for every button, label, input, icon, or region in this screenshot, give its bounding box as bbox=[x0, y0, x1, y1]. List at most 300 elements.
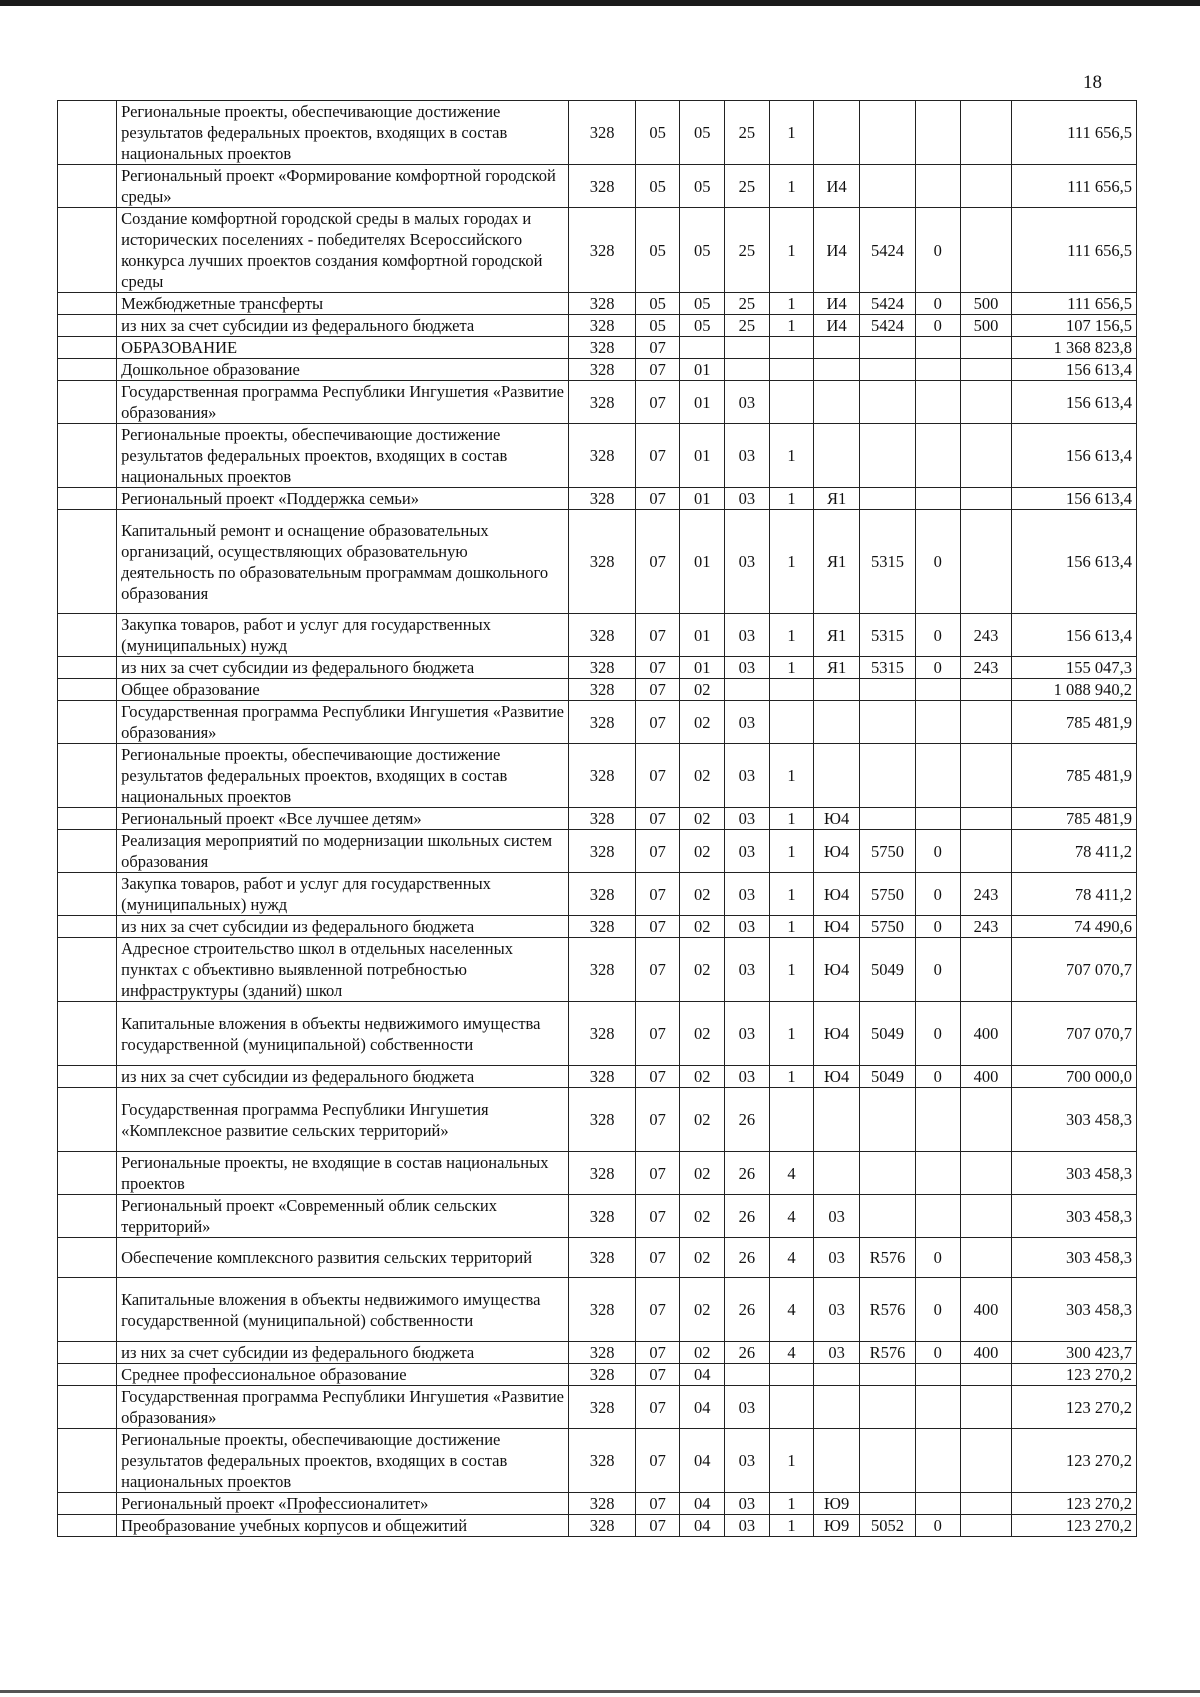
amount-cell: 303 458,3 bbox=[1012, 1152, 1137, 1195]
amount-cell: 111 656,5 bbox=[1012, 293, 1137, 315]
extra-code-cell: 0 bbox=[915, 1002, 960, 1066]
project-code-cell: Я1 bbox=[814, 510, 860, 614]
type-code-cell: 1 bbox=[769, 510, 814, 614]
direction-code-cell bbox=[859, 1088, 915, 1152]
subsection-code-cell: 01 bbox=[680, 510, 725, 614]
table-row bbox=[58, 488, 1137, 510]
amount-cell: 74 490,6 bbox=[1012, 916, 1137, 938]
extra-code-cell: 0 bbox=[915, 830, 960, 873]
project-code-cell bbox=[814, 1429, 860, 1493]
table-row bbox=[58, 744, 1137, 808]
direction-code-cell: 5750 bbox=[859, 873, 915, 916]
project-code-cell bbox=[814, 359, 860, 381]
type-code-cell bbox=[769, 1386, 814, 1429]
project-code-cell bbox=[814, 1152, 860, 1195]
project-code-cell: Ю4 bbox=[814, 916, 860, 938]
table-row bbox=[58, 1088, 1137, 1152]
ministry-code-cell: 328 bbox=[569, 808, 635, 830]
direction-code-cell bbox=[859, 337, 915, 359]
row-name-cell: Дошкольное образование bbox=[117, 359, 569, 381]
direction-code-cell: 5315 bbox=[859, 657, 915, 679]
project-code-cell: 03 bbox=[814, 1278, 860, 1342]
amount-cell: 700 000,0 bbox=[1012, 1066, 1137, 1088]
table-row bbox=[58, 337, 1137, 359]
ministry-code-cell: 328 bbox=[569, 1493, 635, 1515]
amount-cell: 785 481,9 bbox=[1012, 744, 1137, 808]
direction-code-cell bbox=[859, 808, 915, 830]
expense-type-code-cell bbox=[960, 938, 1012, 1002]
table-row bbox=[58, 1238, 1137, 1278]
expense-type-code-cell: 400 bbox=[960, 1278, 1012, 1342]
row-name-cell: Адресное строительство школ в отдельных населенных пунктах с объективно выявленной потребностью инфраструктуры (зданий) школ bbox=[117, 938, 569, 1002]
expense-type-code-cell bbox=[960, 1515, 1012, 1537]
amount-cell: 78 411,2 bbox=[1012, 830, 1137, 873]
program-code-cell: 03 bbox=[725, 381, 770, 424]
row-number-cell bbox=[58, 614, 117, 657]
row-number-cell bbox=[58, 1066, 117, 1088]
section-code-cell: 07 bbox=[635, 1088, 680, 1152]
project-code-cell: Я1 bbox=[814, 488, 860, 510]
extra-code-cell: 0 bbox=[915, 1238, 960, 1278]
ministry-code-cell: 328 bbox=[569, 1429, 635, 1493]
table-row bbox=[58, 938, 1137, 1002]
row-name-cell: Государственная программа Республики Ингушетия «Комплексное развитие сельских территорий» bbox=[117, 1088, 569, 1152]
section-code-cell: 07 bbox=[635, 916, 680, 938]
table-row bbox=[58, 1364, 1137, 1386]
program-code-cell: 03 bbox=[725, 424, 770, 488]
row-number-cell bbox=[58, 679, 117, 701]
amount-cell: 123 270,2 bbox=[1012, 1515, 1137, 1537]
ministry-code-cell: 328 bbox=[569, 208, 635, 293]
amount-cell: 303 458,3 bbox=[1012, 1278, 1137, 1342]
row-name-cell: Капитальный ремонт и оснащение образовательных организаций, осуществляющих образовательную деятельность по образовательным программам дошкольного образования bbox=[117, 510, 569, 614]
expense-type-code-cell: 500 bbox=[960, 315, 1012, 337]
subsection-code-cell: 02 bbox=[680, 679, 725, 701]
row-number-cell bbox=[58, 101, 117, 165]
project-code-cell: И4 bbox=[814, 165, 860, 208]
expense-type-code-cell bbox=[960, 381, 1012, 424]
scan-bottom-edge bbox=[0, 1690, 1200, 1693]
direction-code-cell: 5049 bbox=[859, 938, 915, 1002]
type-code-cell bbox=[769, 381, 814, 424]
ministry-code-cell: 328 bbox=[569, 1066, 635, 1088]
project-code-cell: Ю4 bbox=[814, 1066, 860, 1088]
subsection-code-cell: 04 bbox=[680, 1386, 725, 1429]
expense-type-code-cell bbox=[960, 830, 1012, 873]
program-code-cell: 03 bbox=[725, 1066, 770, 1088]
expense-type-code-cell bbox=[960, 510, 1012, 614]
project-code-cell bbox=[814, 679, 860, 701]
section-code-cell: 07 bbox=[635, 1515, 680, 1537]
amount-cell: 156 613,4 bbox=[1012, 359, 1137, 381]
expense-type-code-cell bbox=[960, 701, 1012, 744]
program-code-cell: 03 bbox=[725, 1002, 770, 1066]
expense-type-code-cell bbox=[960, 1493, 1012, 1515]
program-code-cell: 03 bbox=[725, 657, 770, 679]
type-code-cell bbox=[769, 337, 814, 359]
subsection-code-cell: 01 bbox=[680, 359, 725, 381]
project-code-cell: 03 bbox=[814, 1238, 860, 1278]
project-code-cell: И4 bbox=[814, 208, 860, 293]
row-name-cell: из них за счет субсидии из федерального бюджета bbox=[117, 657, 569, 679]
table-row bbox=[58, 679, 1137, 701]
row-name-cell: Региональный проект «Формирование комфортной городской среды» bbox=[117, 165, 569, 208]
subsection-code-cell: 02 bbox=[680, 1066, 725, 1088]
expense-type-code-cell bbox=[960, 165, 1012, 208]
subsection-code-cell: 01 bbox=[680, 614, 725, 657]
row-name-cell: Обеспечение комплексного развития сельских территорий bbox=[117, 1238, 569, 1278]
table-row bbox=[58, 1342, 1137, 1364]
row-name-cell: Региональный проект «Поддержка семьи» bbox=[117, 488, 569, 510]
subsection-code-cell: 02 bbox=[680, 1002, 725, 1066]
direction-code-cell bbox=[859, 1364, 915, 1386]
extra-code-cell bbox=[915, 101, 960, 165]
table-row bbox=[58, 208, 1137, 293]
ministry-code-cell: 328 bbox=[569, 916, 635, 938]
program-code-cell: 03 bbox=[725, 830, 770, 873]
row-number-cell bbox=[58, 293, 117, 315]
expense-type-code-cell bbox=[960, 337, 1012, 359]
expense-type-code-cell: 400 bbox=[960, 1066, 1012, 1088]
extra-code-cell bbox=[915, 1493, 960, 1515]
row-number-cell bbox=[58, 337, 117, 359]
row-number-cell bbox=[58, 701, 117, 744]
program-code-cell: 26 bbox=[725, 1088, 770, 1152]
project-code-cell: Ю9 bbox=[814, 1493, 860, 1515]
type-code-cell: 1 bbox=[769, 744, 814, 808]
table-row bbox=[58, 1002, 1137, 1066]
amount-cell: 156 613,4 bbox=[1012, 424, 1137, 488]
table-row bbox=[58, 165, 1137, 208]
subsection-code-cell: 01 bbox=[680, 424, 725, 488]
project-code-cell: Ю4 bbox=[814, 938, 860, 1002]
row-name-cell: Региональный проект «Современный облик сельских территорий» bbox=[117, 1195, 569, 1238]
program-code-cell: 03 bbox=[725, 1515, 770, 1537]
table-row bbox=[58, 381, 1137, 424]
ministry-code-cell: 328 bbox=[569, 1278, 635, 1342]
row-name-cell: Межбюджетные трансферты bbox=[117, 293, 569, 315]
program-code-cell: 25 bbox=[725, 293, 770, 315]
table-row bbox=[58, 510, 1137, 614]
subsection-code-cell: 02 bbox=[680, 808, 725, 830]
extra-code-cell: 0 bbox=[915, 657, 960, 679]
expense-type-code-cell bbox=[960, 1152, 1012, 1195]
type-code-cell bbox=[769, 701, 814, 744]
direction-code-cell: R576 bbox=[859, 1278, 915, 1342]
row-name-cell: Реализация мероприятий по модернизации школьных систем образования bbox=[117, 830, 569, 873]
section-code-cell: 07 bbox=[635, 1429, 680, 1493]
project-code-cell bbox=[814, 744, 860, 808]
type-code-cell: 1 bbox=[769, 808, 814, 830]
ministry-code-cell: 328 bbox=[569, 657, 635, 679]
expense-type-code-cell bbox=[960, 1195, 1012, 1238]
amount-cell: 785 481,9 bbox=[1012, 701, 1137, 744]
program-code-cell: 25 bbox=[725, 315, 770, 337]
program-code-cell bbox=[725, 359, 770, 381]
program-code-cell: 26 bbox=[725, 1342, 770, 1364]
amount-cell: 111 656,5 bbox=[1012, 208, 1137, 293]
budget-table-body bbox=[58, 101, 1137, 1537]
subsection-code-cell: 02 bbox=[680, 1152, 725, 1195]
direction-code-cell: 5315 bbox=[859, 510, 915, 614]
amount-cell: 107 156,5 bbox=[1012, 315, 1137, 337]
extra-code-cell: 0 bbox=[915, 510, 960, 614]
type-code-cell: 1 bbox=[769, 1493, 814, 1515]
table-row bbox=[58, 808, 1137, 830]
ministry-code-cell: 328 bbox=[569, 614, 635, 657]
table-row bbox=[58, 1386, 1137, 1429]
table-row bbox=[58, 873, 1137, 916]
direction-code-cell: 5049 bbox=[859, 1066, 915, 1088]
direction-code-cell bbox=[859, 101, 915, 165]
section-code-cell: 07 bbox=[635, 679, 680, 701]
row-number-cell bbox=[58, 1429, 117, 1493]
row-name-cell: Капитальные вложения в объекты недвижимого имущества государственной (муниципальной) собственности bbox=[117, 1002, 569, 1066]
project-code-cell bbox=[814, 424, 860, 488]
ministry-code-cell: 328 bbox=[569, 510, 635, 614]
amount-cell: 78 411,2 bbox=[1012, 873, 1137, 916]
direction-code-cell bbox=[859, 701, 915, 744]
direction-code-cell bbox=[859, 381, 915, 424]
type-code-cell: 1 bbox=[769, 938, 814, 1002]
type-code-cell: 1 bbox=[769, 830, 814, 873]
type-code-cell: 1 bbox=[769, 293, 814, 315]
direction-code-cell: 5315 bbox=[859, 614, 915, 657]
program-code-cell bbox=[725, 1364, 770, 1386]
project-code-cell: Ю4 bbox=[814, 808, 860, 830]
project-code-cell: Я1 bbox=[814, 614, 860, 657]
amount-cell: 303 458,3 bbox=[1012, 1195, 1137, 1238]
subsection-code-cell: 01 bbox=[680, 657, 725, 679]
expense-type-code-cell bbox=[960, 208, 1012, 293]
row-name-cell: Государственная программа Республики Ингушетия «Развитие образования» bbox=[117, 1386, 569, 1429]
program-code-cell: 26 bbox=[725, 1278, 770, 1342]
type-code-cell: 1 bbox=[769, 208, 814, 293]
table-row bbox=[58, 315, 1137, 337]
expense-type-code-cell bbox=[960, 488, 1012, 510]
ministry-code-cell: 328 bbox=[569, 873, 635, 916]
type-code-cell bbox=[769, 359, 814, 381]
amount-cell: 111 656,5 bbox=[1012, 101, 1137, 165]
row-number-cell bbox=[58, 1195, 117, 1238]
ministry-code-cell: 328 bbox=[569, 830, 635, 873]
direction-code-cell: R576 bbox=[859, 1342, 915, 1364]
project-code-cell bbox=[814, 1364, 860, 1386]
section-code-cell: 07 bbox=[635, 873, 680, 916]
subsection-code-cell bbox=[680, 337, 725, 359]
amount-cell: 123 270,2 bbox=[1012, 1364, 1137, 1386]
ministry-code-cell: 328 bbox=[569, 701, 635, 744]
amount-cell: 303 458,3 bbox=[1012, 1238, 1137, 1278]
extra-code-cell bbox=[915, 1429, 960, 1493]
subsection-code-cell: 05 bbox=[680, 293, 725, 315]
row-number-cell bbox=[58, 1493, 117, 1515]
subsection-code-cell: 02 bbox=[680, 744, 725, 808]
row-number-cell bbox=[58, 744, 117, 808]
ministry-code-cell: 328 bbox=[569, 337, 635, 359]
section-code-cell: 07 bbox=[635, 381, 680, 424]
direction-code-cell: 5424 bbox=[859, 315, 915, 337]
ministry-code-cell: 328 bbox=[569, 293, 635, 315]
program-code-cell bbox=[725, 337, 770, 359]
row-number-cell bbox=[58, 510, 117, 614]
amount-cell: 156 613,4 bbox=[1012, 614, 1137, 657]
section-code-cell: 07 bbox=[635, 1152, 680, 1195]
section-code-cell: 07 bbox=[635, 744, 680, 808]
row-number-cell bbox=[58, 1152, 117, 1195]
subsection-code-cell: 02 bbox=[680, 1278, 725, 1342]
expense-type-code-cell: 243 bbox=[960, 657, 1012, 679]
row-name-cell: Преобразование учебных корпусов и общежитий bbox=[117, 1515, 569, 1537]
section-code-cell: 07 bbox=[635, 1278, 680, 1342]
section-code-cell: 07 bbox=[635, 1066, 680, 1088]
table-row bbox=[58, 1429, 1137, 1493]
type-code-cell: 1 bbox=[769, 315, 814, 337]
expense-type-code-cell bbox=[960, 744, 1012, 808]
row-name-cell: из них за счет субсидии из федерального бюджета bbox=[117, 315, 569, 337]
extra-code-cell: 0 bbox=[915, 315, 960, 337]
type-code-cell: 1 bbox=[769, 1515, 814, 1537]
section-code-cell: 07 bbox=[635, 830, 680, 873]
direction-code-cell: 5750 bbox=[859, 830, 915, 873]
section-code-cell: 05 bbox=[635, 315, 680, 337]
section-code-cell: 07 bbox=[635, 424, 680, 488]
program-code-cell: 03 bbox=[725, 510, 770, 614]
type-code-cell: 1 bbox=[769, 614, 814, 657]
table-row bbox=[58, 1493, 1137, 1515]
direction-code-cell bbox=[859, 1386, 915, 1429]
ministry-code-cell: 328 bbox=[569, 1238, 635, 1278]
expense-type-code-cell bbox=[960, 1429, 1012, 1493]
amount-cell: 156 613,4 bbox=[1012, 488, 1137, 510]
amount-cell: 123 270,2 bbox=[1012, 1429, 1137, 1493]
subsection-code-cell: 05 bbox=[680, 101, 725, 165]
subsection-code-cell: 02 bbox=[680, 1195, 725, 1238]
row-name-cell: ОБРАЗОВАНИЕ bbox=[117, 337, 569, 359]
expense-type-code-cell bbox=[960, 1386, 1012, 1429]
row-number-cell bbox=[58, 938, 117, 1002]
subsection-code-cell: 01 bbox=[680, 381, 725, 424]
ministry-code-cell: 328 bbox=[569, 315, 635, 337]
direction-code-cell bbox=[859, 1152, 915, 1195]
expense-type-code-cell: 400 bbox=[960, 1002, 1012, 1066]
subsection-code-cell: 02 bbox=[680, 701, 725, 744]
ministry-code-cell: 328 bbox=[569, 1002, 635, 1066]
project-code-cell bbox=[814, 101, 860, 165]
table-row bbox=[58, 101, 1137, 165]
extra-code-cell: 0 bbox=[915, 208, 960, 293]
ministry-code-cell: 328 bbox=[569, 1515, 635, 1537]
amount-cell: 303 458,3 bbox=[1012, 1088, 1137, 1152]
extra-code-cell: 0 bbox=[915, 1066, 960, 1088]
table-row bbox=[58, 1152, 1137, 1195]
row-name-cell: Закупка товаров, работ и услуг для государственных (муниципальных) нужд bbox=[117, 873, 569, 916]
table-row bbox=[58, 1278, 1137, 1342]
subsection-code-cell: 02 bbox=[680, 1088, 725, 1152]
project-code-cell: 03 bbox=[814, 1342, 860, 1364]
ministry-code-cell: 328 bbox=[569, 938, 635, 1002]
amount-cell: 785 481,9 bbox=[1012, 808, 1137, 830]
amount-cell: 1 368 823,8 bbox=[1012, 337, 1137, 359]
subsection-code-cell: 02 bbox=[680, 1342, 725, 1364]
section-code-cell: 05 bbox=[635, 165, 680, 208]
direction-code-cell bbox=[859, 488, 915, 510]
table-row bbox=[58, 1515, 1137, 1537]
extra-code-cell bbox=[915, 1386, 960, 1429]
program-code-cell: 03 bbox=[725, 808, 770, 830]
extra-code-cell: 0 bbox=[915, 1278, 960, 1342]
project-code-cell bbox=[814, 701, 860, 744]
extra-code-cell: 0 bbox=[915, 916, 960, 938]
program-code-cell bbox=[725, 679, 770, 701]
row-number-cell bbox=[58, 657, 117, 679]
extra-code-cell bbox=[915, 808, 960, 830]
extra-code-cell bbox=[915, 1364, 960, 1386]
ministry-code-cell: 328 bbox=[569, 488, 635, 510]
extra-code-cell bbox=[915, 744, 960, 808]
row-number-cell bbox=[58, 1278, 117, 1342]
program-code-cell: 03 bbox=[725, 701, 770, 744]
row-name-cell: из них за счет субсидии из федерального бюджета bbox=[117, 916, 569, 938]
row-number-cell bbox=[58, 1088, 117, 1152]
row-name-cell: Региональные проекты, обеспечивающие достижение результатов федеральных проектов, входящих в состав национальных проектов bbox=[117, 424, 569, 488]
section-code-cell: 07 bbox=[635, 701, 680, 744]
expense-type-code-cell bbox=[960, 424, 1012, 488]
row-name-cell: Региональный проект «Все лучшее детям» bbox=[117, 808, 569, 830]
section-code-cell: 07 bbox=[635, 1493, 680, 1515]
row-name-cell: Региональные проекты, обеспечивающие достижение результатов федеральных проектов, входящих в состав национальных проектов bbox=[117, 1429, 569, 1493]
program-code-cell: 03 bbox=[725, 744, 770, 808]
row-number-cell bbox=[58, 315, 117, 337]
row-number-cell bbox=[58, 359, 117, 381]
type-code-cell: 4 bbox=[769, 1238, 814, 1278]
section-code-cell: 07 bbox=[635, 337, 680, 359]
ministry-code-cell: 328 bbox=[569, 165, 635, 208]
project-code-cell: Ю4 bbox=[814, 873, 860, 916]
row-number-cell bbox=[58, 165, 117, 208]
section-code-cell: 07 bbox=[635, 1238, 680, 1278]
extra-code-cell: 0 bbox=[915, 614, 960, 657]
extra-code-cell bbox=[915, 359, 960, 381]
row-name-cell: Региональные проекты, обеспечивающие достижение результатов федеральных проектов, входящих в состав национальных проектов bbox=[117, 744, 569, 808]
extra-code-cell bbox=[915, 701, 960, 744]
row-number-cell bbox=[58, 1342, 117, 1364]
subsection-code-cell: 04 bbox=[680, 1429, 725, 1493]
extra-code-cell bbox=[915, 1088, 960, 1152]
section-code-cell: 07 bbox=[635, 359, 680, 381]
amount-cell: 707 070,7 bbox=[1012, 938, 1137, 1002]
expense-type-code-cell bbox=[960, 1088, 1012, 1152]
section-code-cell: 07 bbox=[635, 657, 680, 679]
ministry-code-cell: 328 bbox=[569, 1364, 635, 1386]
program-code-cell: 03 bbox=[725, 1493, 770, 1515]
row-name-cell: Закупка товаров, работ и услуг для государственных (муниципальных) нужд bbox=[117, 614, 569, 657]
amount-cell: 123 270,2 bbox=[1012, 1386, 1137, 1429]
row-number-cell bbox=[58, 1364, 117, 1386]
row-number-cell bbox=[58, 873, 117, 916]
expense-type-code-cell: 500 bbox=[960, 293, 1012, 315]
row-number-cell bbox=[58, 208, 117, 293]
program-code-cell: 26 bbox=[725, 1152, 770, 1195]
subsection-code-cell: 04 bbox=[680, 1515, 725, 1537]
subsection-code-cell: 02 bbox=[680, 916, 725, 938]
program-code-cell: 26 bbox=[725, 1238, 770, 1278]
extra-code-cell: 0 bbox=[915, 1515, 960, 1537]
extra-code-cell bbox=[915, 488, 960, 510]
amount-cell: 1 088 940,2 bbox=[1012, 679, 1137, 701]
direction-code-cell: 5750 bbox=[859, 916, 915, 938]
extra-code-cell bbox=[915, 679, 960, 701]
